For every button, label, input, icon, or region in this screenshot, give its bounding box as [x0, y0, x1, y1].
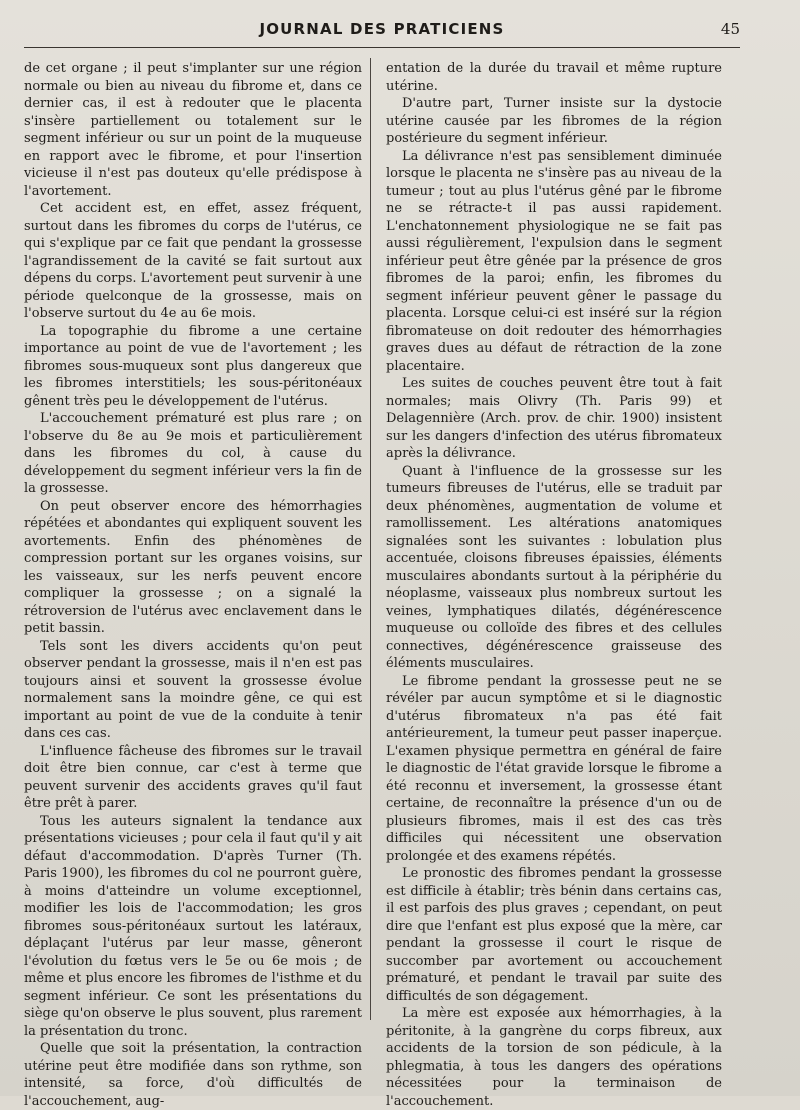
paragraph: L'accouchement prématuré est plus rare ; on l'observe du 8e au 9e mois et particulièrement dans les fibromes du col, à cause du développement du segment inférieur vers la fin de la grossesse.	[24, 411, 362, 496]
paragraph: Quant à l'influence de la grossesse sur les tumeurs fibreuses de l'utérus, elle se traduit par deux phénomènes, augmentation de volume et ramollissement. Les altérations anatomiques signalées sont les suivantes : lobulation plus accentuée, cloisons fibreuses épaissies, éléments musculaires abondants surtout à la périphérie du néoplasme, vaisseaux plus nombreux surtout les veines, lymphatiques dilatés, dégénérescence muqueuse ou colloïde des fibres et des cellules connectives, dégénérescence graisseuse des éléments musculaires.	[386, 463, 722, 671]
paragraph: Tous les auteurs signalent la tendance aux présentations vicieuses ; pour cela il faut qu'il y ait défaut d'accommodation. D'après Turner (Th. Paris 1900), les fibromes du col ne pourront guère, à moins d'atteindre un volume exceptionnel, modifier les lois de l'accommodation; les gros fibromes sous-péritonéaux surtout les latéraux, déplaçant l'utérus par leur masse, gêneront l'évolution du fœtus vers le 5e ou 6e mois ; de même et plus encore les fibromes de l'isthme et du segment inférieur. Ce sont les présentations du siège qu'on observe le plus souvent, plus rarement la présentation du tronc.	[24, 813, 362, 1039]
paragraph: D'autre part, Turner insiste sur la dystocie utérine causée par les fibromes de la région postérieure du segment inférieur.	[386, 96, 722, 146]
running-title: JOURNAL DES PRATICIENS	[259, 20, 505, 38]
paragraph: Le pronostic des fibromes pendant la grossesse est difficile à établir; très bénin dans certains cas, il est parfois des plus graves ; cependant, on peut dire que l'enfant est plus exposé que la mère, car pendant la grossesse il court le risque de succomber par avortement ou accouchement prématuré, et pendant le travail par suite des difficultés de son dégagement.	[386, 866, 722, 1004]
paragraph: de cet organe ; il peut s'implanter sur une région normale ou bien au niveau du fibrome et, dans ce dernier cas, il est à redouter que le placenta s'insère partiellement ou totalement sur le segment inférieur ou sur un point de la muqueuse en rapport avec le fibrome, et pour l'insertion vicieuse il n'est pas douteux qu'elle prédispose à l'avortement.	[24, 61, 362, 199]
paragraph: Les suites de couches peuvent être tout à fait normales; mais Olivry (Th. Paris 99) et Delagennière (Arch. prov. de chir. 1900) insistent sur les dangers d'infection des utérus fibromateux après la délivrance.	[386, 376, 722, 461]
paragraph: Le fibrome pendant la grossesse peut ne se révéler par aucun symptôme et si le diagnostic d'utérus fibromateux n'a pas été fait antérieurement, la tumeur peut passer inaperçue. L'examen physique permettra en général de faire le diagnostic de l'état gravide lorsque le fibrome a été reconnu et inversement, la grossesse étant certaine, de reconnaître la présence d'un ou de plusieurs fibromes, mais il est des cas très difficiles qui nécessitent une observation prolongée et des examens répétés.	[386, 673, 722, 864]
header-rule	[24, 47, 740, 48]
paragraph: On peut observer encore des hémorrhagies répétées et abondantes qui expliquent souvent les avortements. Enfin des phénomènes de compression portant sur les organes voisins, sur les vaisseaux, sur les nerfs peuvent encore compliquer la grossesse ; on a signalé la rétroversion de l'utérus avec enclavement dans le petit bassin.	[24, 498, 362, 636]
page-header	[24, 20, 740, 42]
paragraph: Cet accident est, en effet, assez fréquent, surtout dans les fibromes du corps de l'utérus, ce qui s'explique par ce fait que pendant la grossesse l'agrandissement de la cavité se fait surtout aux dépens du corps. L'avortement peut survenir à une période quelconque de la grossesse, mais on l'observe surtout du 4e au 6e mois.	[24, 201, 362, 321]
paragraph: La mère est exposée aux hémorrhagies, à la péritonite, à la gangrène du corps fibreux, aux accidents de la torsion de son pédicule, à la phlegmatia, à tous les dangers des opérations nécessitées pour la terminaison de l'accouchement.	[386, 1006, 722, 1109]
paragraph: L'influence fâcheuse des fibromes sur le travail doit être bien connue, car c'est à terme que peuvent survenir des accidents graves qu'il faut être prêt à parer.	[24, 743, 362, 811]
page-number: 45	[720, 20, 740, 38]
paragraph: Tels sont les divers accidents qu'on peut observer pendant la grossesse, mais il n'en est pas toujours ainsi et souvent la grossesse évolue normalement sans la moindre gêne, ce qui est important au point de vue de la conduite à tenir dans ces cas.	[24, 638, 362, 741]
paragraph: La topographie du fibrome a une certaine importance au point de vue de l'avortement ; les fibromes sous-muqueux sont plus dangereux que les fibromes interstitiels; les sous-péritonéaux gênent très peu le développement de l'utérus.	[24, 323, 362, 409]
right-column	[386, 60, 722, 1110]
paragraph: La délivrance n'est pas sensiblement diminuée lorsque le placenta ne s'insère pas au niveau de la tumeur ; tout au plus l'utérus gêné par le fibrome ne se rétracte-t il pas aussi rapidement. L'enchatonnement physiologique ne se fait pas aussi régulièrement, l'expulsion dans le segment inférieur peut être gênée par la présence de gros fibromes de la paroi; enfin, les fibromes du segment inférieur peuvent gêner le passage du placenta. Lorsque celui-ci est inséré sur la région fibromateuse on doit redouter des hémorrhagies graves dues au défaut de rétraction de la zone placentaire.	[386, 148, 722, 374]
paragraph: entation de la durée du travail et même rupture utérine.	[386, 61, 722, 94]
paragraph: Quelle que soit la présentation, la contraction utérine peut être modifiée dans son rythme, son intensité, sa force, d'où difficultés de l'accouchement, aug-	[24, 1041, 362, 1109]
left-column	[24, 60, 362, 1110]
column-divider	[370, 58, 371, 1020]
